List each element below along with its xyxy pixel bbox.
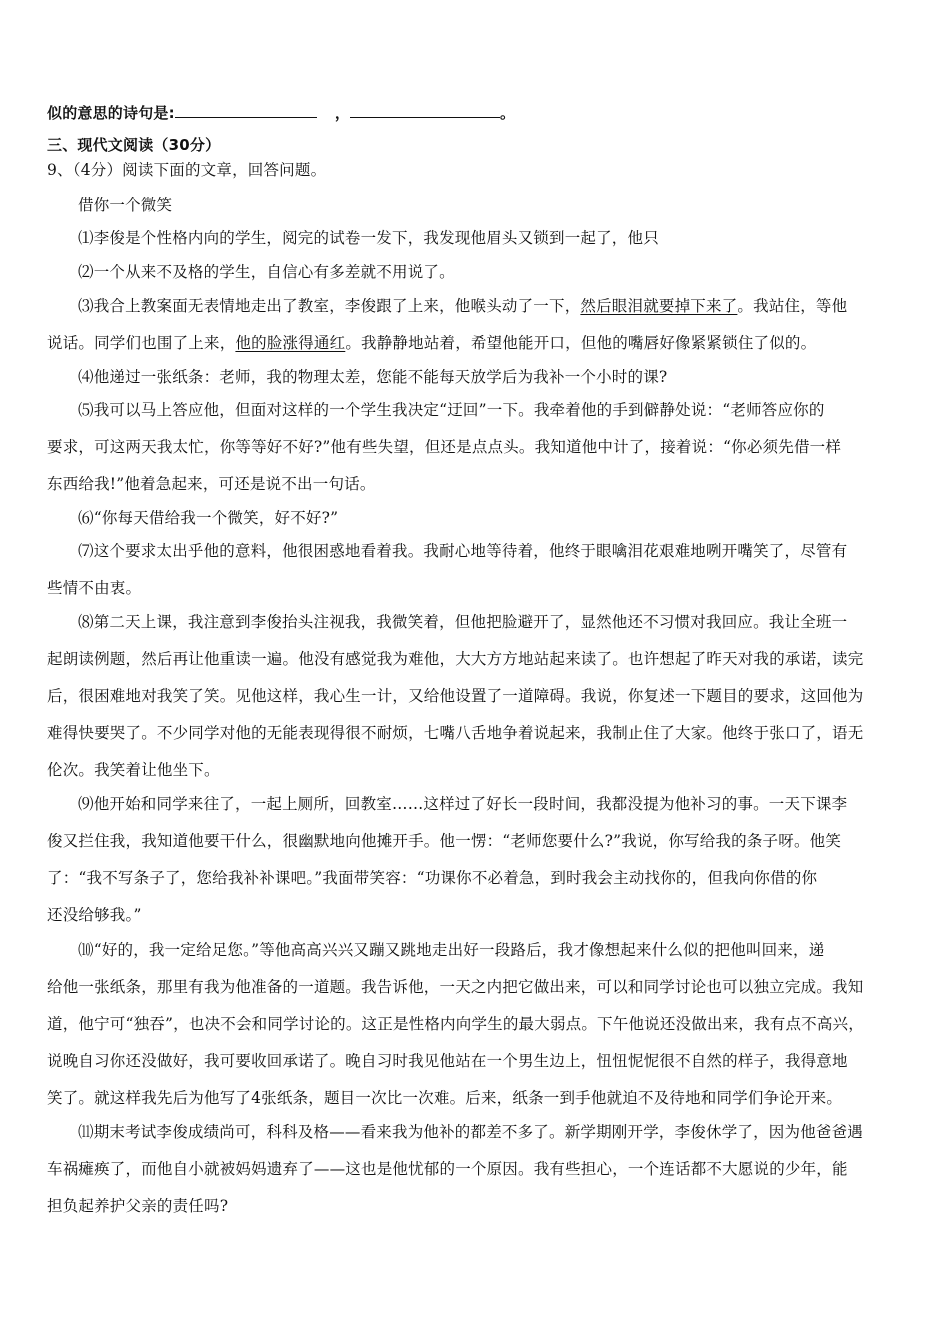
paragraph-4: ⑷他递过一张纸条：老师，我的物理太差，您能不能每天放学后为我补一个小时的课? [78, 368, 668, 386]
paragraph-10-line-2: 给他一张纸条，那里有我为他准备的一道题。我告诉他，一天之内把它做出来，可以和同学讨论也可以独立完成。我知 [47, 978, 864, 996]
paragraph-8-line-5: 伦次。我笑着让他坐下。 [47, 761, 220, 779]
paragraph-9-line-3: 了：“我不写条子了，您给我补补课吧。”我面带笑容：“功课你不必着急，到时我会主动找你的，但我向你借的你 [47, 869, 818, 887]
answer-blank-2[interactable] [350, 102, 500, 118]
paragraph-8-line-3: 后，很困难地对我笑了笑。见他这样，我心生一计，又给他设置了一道障碍。我说，你复述一下题目的要求，这回他为 [47, 687, 864, 705]
paragraph-10-line-3: 道，他宁可“独吞”，也决不会和同学讨论的。这正是性格内向学生的最大弱点。下午他说还没做出来，我有点不高兴， [47, 1015, 864, 1033]
paragraph-8-line-2: 起朗读例题，然后再让他重读一遍。他没有感觉我为难他，大大方方地站起来读了。也许想起了昨天对我的承诺，读完 [47, 650, 864, 668]
poem-question-tail [47, 102, 907, 123]
paragraph-1: ⑴李俊是个性格内向的学生，阅完的试卷一发下，我发现他眉头又锁到一起了，他只 [78, 229, 659, 247]
article-title: 借你一个微笑 [78, 196, 173, 214]
paragraph-3-text-b: 。我站住，等他 [737, 297, 848, 315]
underlined-phrase-2: 他的脸涨得通红 [235, 334, 346, 352]
paragraph-7-line-1: ⑺这个要求太出乎他的意料，他很困惑地看着我。我耐心地等待着，他终于眼噙泪花艰难地咧开嘴笑了，尽管有 [78, 542, 848, 560]
paragraph-6: ⑹“你每天借给我一个微笑，好不好?” [78, 509, 339, 527]
paragraph-10-line-4: 说晚自习你还没做好，我可要收回承诺了。晚自习时我见他站在一个男生边上，忸忸怩怩很不自然的样子，我得意地 [47, 1052, 848, 1070]
paragraph-5-line-3: 东西给我!”他着急起来，可还是说不出一句话。 [47, 475, 376, 493]
underlined-phrase-1: 然后眼泪就要掉下来了 [580, 297, 738, 315]
paragraph-5-line-1: ⑸我可以马上答应他，但面对这样的一个学生我决定“迂回”一下。我牵着他的手到僻静处说：“老师答应你的 [78, 401, 825, 419]
paragraph-11-line-3: 担负起养护父亲的责任吗? [47, 1197, 229, 1215]
paragraph-3-line-1 [78, 296, 908, 316]
paragraph-11-line-1: ⑾期末考试李俊成绩尚可，科科及格——看来我为他补的都差不多了。新学期刚开学，李俊休学了，因为他爸爸遇 [78, 1123, 864, 1141]
paragraph-10-line-5: 笑了。就这样我先后为他写了4张纸条，题目一次比一次难。后来，纸条一到手他就迫不及待地和同学们争论开来。 [47, 1089, 843, 1107]
paragraph-8-line-4: 难得快要哭了。不少同学对他的无能表现得很不耐烦，七嘴八舌地争着说起来，我制止住了大家。他终于张口了，语无 [47, 724, 864, 742]
paragraph-7-line-2: 些情不由衷。 [47, 579, 142, 597]
paragraph-3-text-a: ⑶我合上教案面无表情地走出了教室，李俊跟了上来，他喉头动了一下， [78, 297, 581, 315]
answer-separator: ， [334, 104, 351, 122]
paragraph-5-line-2: 要求，可这两天我太忙，你等等好不好?”他有些失望，但还是点点头。我知道他中计了，接着说：“你必须先借一样 [47, 438, 842, 456]
paragraph-11-line-2: 车祸瘫痪了，而他自小就被妈妈遗弃了——这也是他忧郁的一个原因。我有些担心，一个连话都不大愿说的少年，能 [47, 1160, 848, 1178]
section-title: 三、现代文阅读（30分） [47, 136, 221, 154]
paragraph-3-text-d: 。我静静地站着，希望他能开口，但他的嘴唇好像紧紧锁住了似的。 [345, 334, 817, 352]
paragraph-9-line-1: ⑼他开始和同学来往了，一起上厕所，回教室……这样过了好长一段时间，我都没提为他补习的事。一天下课李 [78, 795, 848, 813]
answer-blank-1[interactable] [175, 102, 317, 118]
paragraph-9-line-4: 还没给够我。” [47, 906, 142, 924]
paragraph-9-line-2: 俊又拦住我，我知道他要干什么，很幽默地向他摊开手。他一愣：“老师您要什么?”我说，你写给我的条子呀。他笑 [47, 832, 842, 850]
question-9-prompt: 9、（4分）阅读下面的文章，回答问题。 [47, 161, 327, 179]
paragraph-3-text-c: 说话。同学们也围了上来， [47, 334, 236, 352]
paragraph-10-line-1: ⑽“好的，我一定给足您。”等他高高兴兴又蹦又跳地走出好一段路后，我才像想起来什么似的把他叫回来，递 [78, 941, 825, 959]
paragraph-3-line-2 [47, 333, 907, 353]
paragraph-8-line-1: ⑻第二天上课，我注意到李俊抬头注视我，我微笑着，但他把脸避开了，显然他还不习惯对我回应。我让全班一 [78, 613, 848, 631]
paragraph-2: ⑵一个从来不及格的学生，自信心有多差就不用说了。 [78, 263, 455, 281]
poem-question-label: 似的意思的诗句是: [47, 104, 175, 122]
answer-end-mark: 。 [500, 104, 516, 122]
